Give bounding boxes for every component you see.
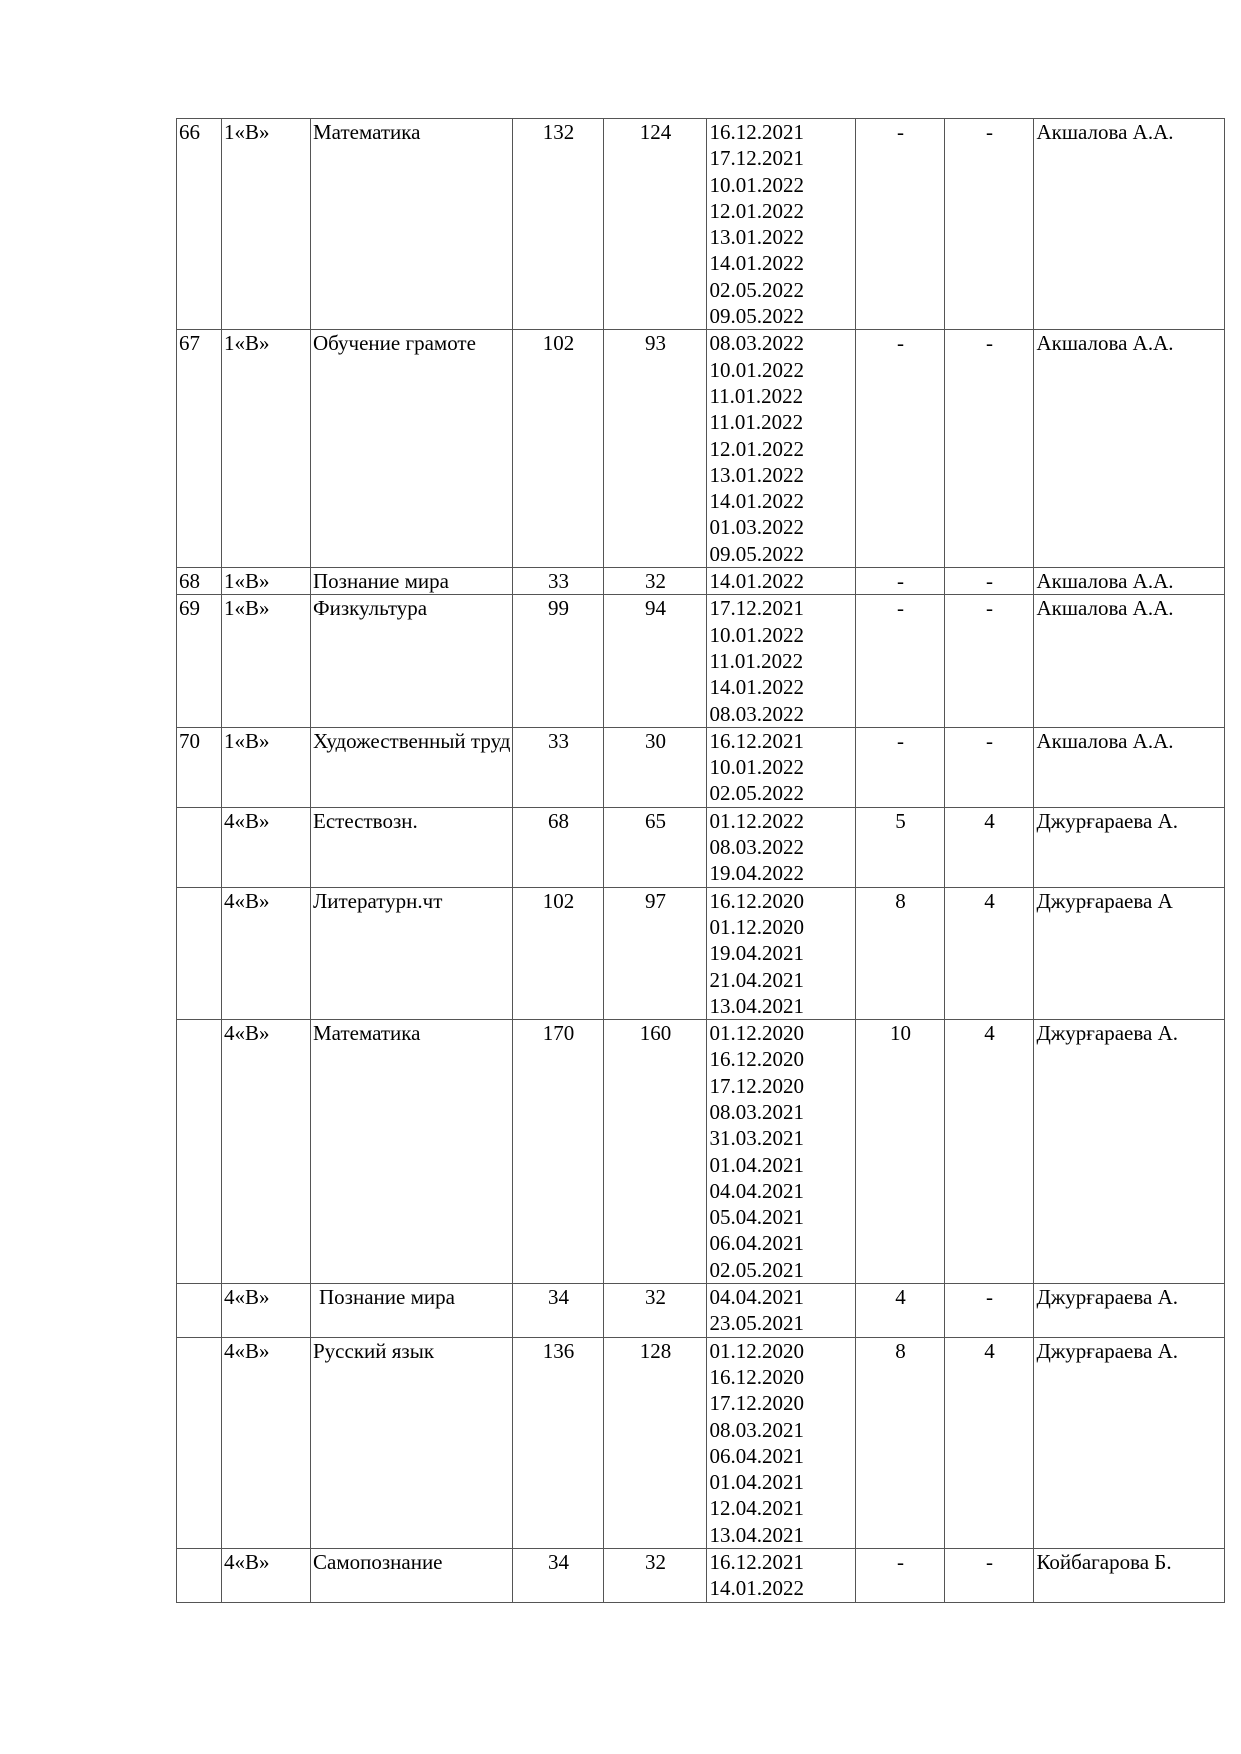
compensated-hours: - [985, 1285, 993, 1310]
missed-date: 19.04.2021 [709, 941, 804, 966]
lag-hours: - [896, 331, 904, 356]
missed-date: 09.05.2022 [709, 541, 804, 566]
teacher-name: Акшалова А.А. [1036, 331, 1174, 356]
class-name: 1«В» [224, 569, 270, 594]
lag-hours: - [896, 120, 904, 144]
missed-date: 01.04.2021 [709, 1470, 804, 1495]
class-name-cell [222, 807, 311, 887]
missed-date: 02.05.2021 [709, 1257, 804, 1282]
actual-hours: 160 [639, 1021, 672, 1046]
missed-date: 16.12.2021 [709, 120, 804, 144]
subject-name: Обучение грамоте [313, 331, 476, 356]
compensated-hours: - [985, 596, 993, 621]
compensated-hours: - [985, 120, 993, 144]
planned-hours: 136 [542, 1338, 575, 1363]
missed-date: 01.12.2020 [709, 1338, 804, 1363]
lag-hours-cell [856, 119, 945, 330]
subject-name: Физкультура [313, 596, 428, 621]
compensated-hours: - [985, 569, 993, 594]
subject-name-cell [311, 1549, 513, 1603]
missed-date: 12.01.2022 [709, 436, 804, 461]
lag-hours-cell [856, 1284, 945, 1338]
missed-dates-cell [707, 1020, 856, 1284]
teacher-name-cell [1034, 595, 1225, 727]
planned-hours-cell [513, 1020, 604, 1284]
actual-hours-cell [604, 119, 707, 330]
compensated-hours-cell [945, 330, 1034, 568]
missed-date: 14.01.2022 [709, 569, 804, 594]
teacher-name: Джурғараева А. [1036, 1285, 1178, 1310]
missed-date: 04.04.2021 [709, 1285, 804, 1310]
missed-date: 01.03.2022 [709, 515, 804, 540]
planned-hours-cell [513, 568, 604, 595]
missed-dates-cell [707, 1284, 856, 1338]
subject-name-cell [311, 727, 513, 807]
missed-date: 06.04.2021 [709, 1443, 804, 1468]
planned-hours-cell [513, 119, 604, 330]
class-name: 4«В» [224, 1338, 270, 1363]
missed-date: 21.04.2021 [709, 967, 804, 992]
missed-date: 23.05.2021 [709, 1311, 804, 1336]
planned-hours-cell [513, 595, 604, 727]
actual-hours: 32 [644, 1285, 666, 1310]
missed-date: 11.01.2022 [709, 383, 804, 408]
subject-name: Естествозн. [313, 808, 418, 833]
subject-name: Познание мира [319, 1285, 455, 1310]
class-name: 4«В» [224, 1550, 270, 1575]
teacher-name-cell [1034, 727, 1225, 807]
table-row [177, 119, 1225, 330]
class-name: 1«В» [224, 728, 270, 753]
actual-hours-cell [604, 1549, 707, 1603]
class-name: 1«В» [224, 120, 270, 144]
missed-date: 14.01.2022 [709, 675, 804, 700]
class-name-cell [222, 1549, 311, 1603]
teacher-name: Джурғараева А [1036, 888, 1173, 913]
subject-name: Самопознание [313, 1550, 443, 1575]
missed-dates-cell [707, 887, 856, 1019]
teacher-name-cell [1034, 1549, 1225, 1603]
table-row [177, 1549, 1225, 1603]
lag-hours: 8 [895, 888, 906, 913]
subject-name-cell [311, 330, 513, 568]
planned-hours-cell [513, 1284, 604, 1338]
subject-name: Литературн.чт [313, 888, 443, 913]
class-name-cell [222, 1337, 311, 1548]
table-row [177, 887, 1225, 1019]
planned-hours-cell [513, 1549, 604, 1603]
lag-hours-cell [856, 330, 945, 568]
lag-hours: 8 [895, 1338, 906, 1363]
teacher-name-cell [1034, 887, 1225, 1019]
subject-name-cell [311, 119, 513, 330]
compensated-hours-cell [945, 1020, 1034, 1284]
compensated-hours: - [985, 331, 993, 356]
class-name-cell [222, 887, 311, 1019]
planned-hours: 34 [547, 1285, 569, 1310]
row-number: 66 [179, 120, 200, 144]
missed-date: 05.04.2021 [709, 1205, 804, 1230]
missed-date: 16.12.2021 [709, 728, 804, 753]
missed-date: 01.12.2022 [709, 808, 804, 833]
row-number-cell [177, 1337, 222, 1548]
actual-hours: 97 [644, 888, 666, 913]
table-row [177, 1020, 1225, 1284]
planned-hours-cell [513, 887, 604, 1019]
teacher-name: Койбагарова Б. [1036, 1550, 1172, 1575]
actual-hours: 32 [644, 569, 666, 594]
missed-date: 01.12.2020 [709, 1021, 804, 1046]
missed-date: 11.01.2022 [709, 410, 804, 435]
lag-hours-cell [856, 595, 945, 727]
missed-date: 04.04.2021 [709, 1178, 804, 1203]
planned-hours: 102 [542, 888, 575, 913]
missed-date: 08.03.2022 [709, 331, 804, 356]
missed-dates-cell [707, 1549, 856, 1603]
missed-date: 02.05.2022 [709, 277, 804, 302]
teacher-name-cell [1034, 807, 1225, 887]
actual-hours-cell [604, 887, 707, 1019]
missed-date: 10.01.2022 [709, 172, 804, 197]
missed-date: 13.04.2021 [709, 1522, 804, 1547]
teacher-name-cell [1034, 119, 1225, 330]
planned-hours: 102 [542, 331, 575, 356]
teacher-name: Джурғараева А. [1036, 1021, 1178, 1046]
actual-hours: 30 [644, 728, 666, 753]
actual-hours-cell [604, 1284, 707, 1338]
class-name-cell [222, 568, 311, 595]
subject-name: Математика [313, 1021, 421, 1046]
class-name-cell [222, 119, 311, 330]
actual-hours-cell [604, 1337, 707, 1548]
row-number-cell [177, 1020, 222, 1284]
compensated-hours: 4 [984, 1338, 995, 1363]
row-number-cell [177, 807, 222, 887]
missed-date: 17.12.2020 [709, 1073, 804, 1098]
compensated-hours-cell [945, 595, 1034, 727]
missed-date: 08.03.2022 [709, 835, 804, 860]
row-number: 67 [179, 331, 200, 356]
missed-dates-cell [707, 807, 856, 887]
class-name: 4«В» [224, 1021, 270, 1046]
missed-date: 13.01.2022 [709, 225, 804, 250]
teacher-name-cell [1034, 330, 1225, 568]
row-number: 68 [179, 569, 200, 594]
teacher-name: Акшалова А.А. [1036, 728, 1174, 753]
lag-hours-cell [856, 807, 945, 887]
missed-date: 12.04.2021 [709, 1496, 804, 1521]
missed-date: 19.04.2022 [709, 861, 804, 886]
teacher-name-cell [1034, 1284, 1225, 1338]
table-row [177, 727, 1225, 807]
lag-hours-cell [856, 887, 945, 1019]
planned-hours-cell [513, 330, 604, 568]
row-number: 69 [179, 596, 200, 621]
class-name-cell [222, 330, 311, 568]
lag-hours-cell [856, 1337, 945, 1548]
row-number-cell [177, 887, 222, 1019]
class-name: 4«В» [224, 808, 270, 833]
lag-hours: - [896, 1550, 904, 1575]
subject-name: Художественный труд [313, 728, 511, 753]
missed-dates-cell [707, 727, 856, 807]
teacher-name: Джурғараева А. [1036, 808, 1178, 833]
lag-hours: - [896, 596, 904, 621]
actual-hours-cell [604, 595, 707, 727]
row-number-cell [177, 568, 222, 595]
compensated-hours-cell [945, 119, 1034, 330]
teacher-name: Акшалова А.А. [1036, 569, 1174, 594]
compensated-hours-cell [945, 1284, 1034, 1338]
missed-date: 14.01.2022 [709, 1576, 804, 1601]
subject-name-cell [311, 1020, 513, 1284]
missed-date: 08.03.2021 [709, 1099, 804, 1124]
subject-name: Математика [313, 120, 421, 144]
actual-hours-cell [604, 1020, 707, 1284]
missed-dates-cell [707, 568, 856, 595]
class-name-cell [222, 727, 311, 807]
missed-date: 16.12.2020 [709, 1047, 804, 1072]
missed-date: 08.03.2022 [709, 701, 804, 726]
lag-hours-cell [856, 1549, 945, 1603]
missed-date: 10.01.2022 [709, 622, 804, 647]
teacher-name-cell [1034, 1020, 1225, 1284]
teacher-name: Акшалова А.А. [1036, 120, 1174, 144]
actual-hours: 124 [639, 120, 672, 144]
planned-hours: 68 [547, 808, 569, 833]
missed-date: 17.12.2020 [709, 1391, 804, 1416]
lag-hours-cell [856, 727, 945, 807]
actual-hours-cell [604, 330, 707, 568]
missed-dates-cell [707, 595, 856, 727]
actual-hours: 65 [644, 808, 666, 833]
missed-date: 16.12.2020 [709, 888, 804, 913]
missed-date: 17.12.2021 [709, 596, 804, 621]
teacher-name-cell [1034, 568, 1225, 595]
planned-hours-cell [513, 807, 604, 887]
planned-hours: 33 [547, 569, 569, 594]
missed-date: 13.04.2021 [709, 993, 804, 1018]
lag-hours: 4 [895, 1285, 906, 1310]
subject-name-cell [311, 807, 513, 887]
missed-date: 16.12.2020 [709, 1364, 804, 1389]
planned-hours: 99 [547, 596, 569, 621]
compensated-hours: 4 [984, 1021, 995, 1046]
row-number-cell [177, 330, 222, 568]
lessons-table-body [177, 119, 1225, 1603]
missed-date: 14.01.2022 [709, 251, 804, 276]
row-number-cell [177, 1549, 222, 1603]
missed-date: 10.01.2022 [709, 357, 804, 382]
table-row [177, 1337, 1225, 1548]
missed-date: 08.03.2021 [709, 1417, 804, 1442]
subject-name: Познание мира [313, 569, 449, 594]
lag-hours: 10 [889, 1021, 911, 1046]
class-name-cell [222, 595, 311, 727]
planned-hours: 132 [542, 120, 575, 144]
row-number-cell [177, 119, 222, 330]
missed-dates-cell [707, 1337, 856, 1548]
class-name: 4«В» [224, 1285, 270, 1310]
actual-hours-cell [604, 568, 707, 595]
teacher-name-cell [1034, 1337, 1225, 1548]
row-number: 70 [179, 728, 200, 753]
class-name-cell [222, 1284, 311, 1338]
compensated-hours-cell [945, 1549, 1034, 1603]
missed-date: 10.01.2022 [709, 755, 804, 780]
actual-hours: 128 [639, 1338, 672, 1363]
missed-date: 01.04.2021 [709, 1152, 804, 1177]
table-row [177, 595, 1225, 727]
subject-name-cell [311, 887, 513, 1019]
compensated-hours-cell [945, 1337, 1034, 1548]
missed-date: 09.05.2022 [709, 304, 804, 329]
subject-name-cell [311, 595, 513, 727]
missed-date: 17.12.2021 [709, 146, 804, 171]
subject-name: Русский язык [313, 1338, 435, 1363]
row-number-cell [177, 595, 222, 727]
class-name: 4«В» [224, 888, 270, 913]
planned-hours: 170 [542, 1021, 575, 1046]
row-number-cell [177, 727, 222, 807]
missed-date: 11.01.2022 [709, 648, 804, 673]
compensated-hours: 4 [984, 888, 995, 913]
class-name: 1«В» [224, 596, 270, 621]
missed-date: 06.04.2021 [709, 1231, 804, 1256]
missed-date: 01.12.2020 [709, 914, 804, 939]
missed-date: 13.01.2022 [709, 462, 804, 487]
lag-hours-cell [856, 568, 945, 595]
class-name-cell [222, 1020, 311, 1284]
table-row [177, 1284, 1225, 1338]
actual-hours-cell [604, 807, 707, 887]
row-number-cell [177, 1284, 222, 1338]
teacher-name: Джурғараева А. [1036, 1338, 1178, 1363]
lag-hours: - [896, 569, 904, 594]
class-name: 1«В» [224, 331, 270, 356]
missed-date: 12.01.2022 [709, 198, 804, 223]
actual-hours: 32 [644, 1550, 666, 1575]
subject-name-cell [311, 568, 513, 595]
table-row [177, 807, 1225, 887]
table-row [177, 568, 1225, 595]
compensated-hours-cell [945, 887, 1034, 1019]
compensated-hours-cell [945, 568, 1034, 595]
table-row [177, 330, 1225, 568]
teacher-name: Акшалова А.А. [1036, 596, 1174, 621]
lag-hours: 5 [895, 808, 906, 833]
missed-date: 31.03.2021 [709, 1126, 804, 1151]
missed-dates-cell [707, 119, 856, 330]
lessons-table [176, 118, 1225, 1603]
compensated-hours: - [985, 1550, 993, 1575]
compensated-hours: - [985, 728, 993, 753]
actual-hours: 94 [644, 596, 666, 621]
planned-hours: 34 [547, 1550, 569, 1575]
missed-date: 14.01.2022 [709, 489, 804, 514]
compensated-hours-cell [945, 807, 1034, 887]
planned-hours-cell [513, 1337, 604, 1548]
lag-hours: - [896, 728, 904, 753]
subject-name-cell [311, 1337, 513, 1548]
actual-hours-cell [604, 727, 707, 807]
subject-name-cell [311, 1284, 513, 1338]
missed-date: 02.05.2022 [709, 781, 804, 806]
actual-hours: 93 [644, 331, 666, 356]
compensated-hours: 4 [984, 808, 995, 833]
planned-hours: 33 [547, 728, 569, 753]
missed-date: 16.12.2021 [709, 1550, 804, 1575]
planned-hours-cell [513, 727, 604, 807]
missed-dates-cell [707, 330, 856, 568]
lag-hours-cell [856, 1020, 945, 1284]
compensated-hours-cell [945, 727, 1034, 807]
